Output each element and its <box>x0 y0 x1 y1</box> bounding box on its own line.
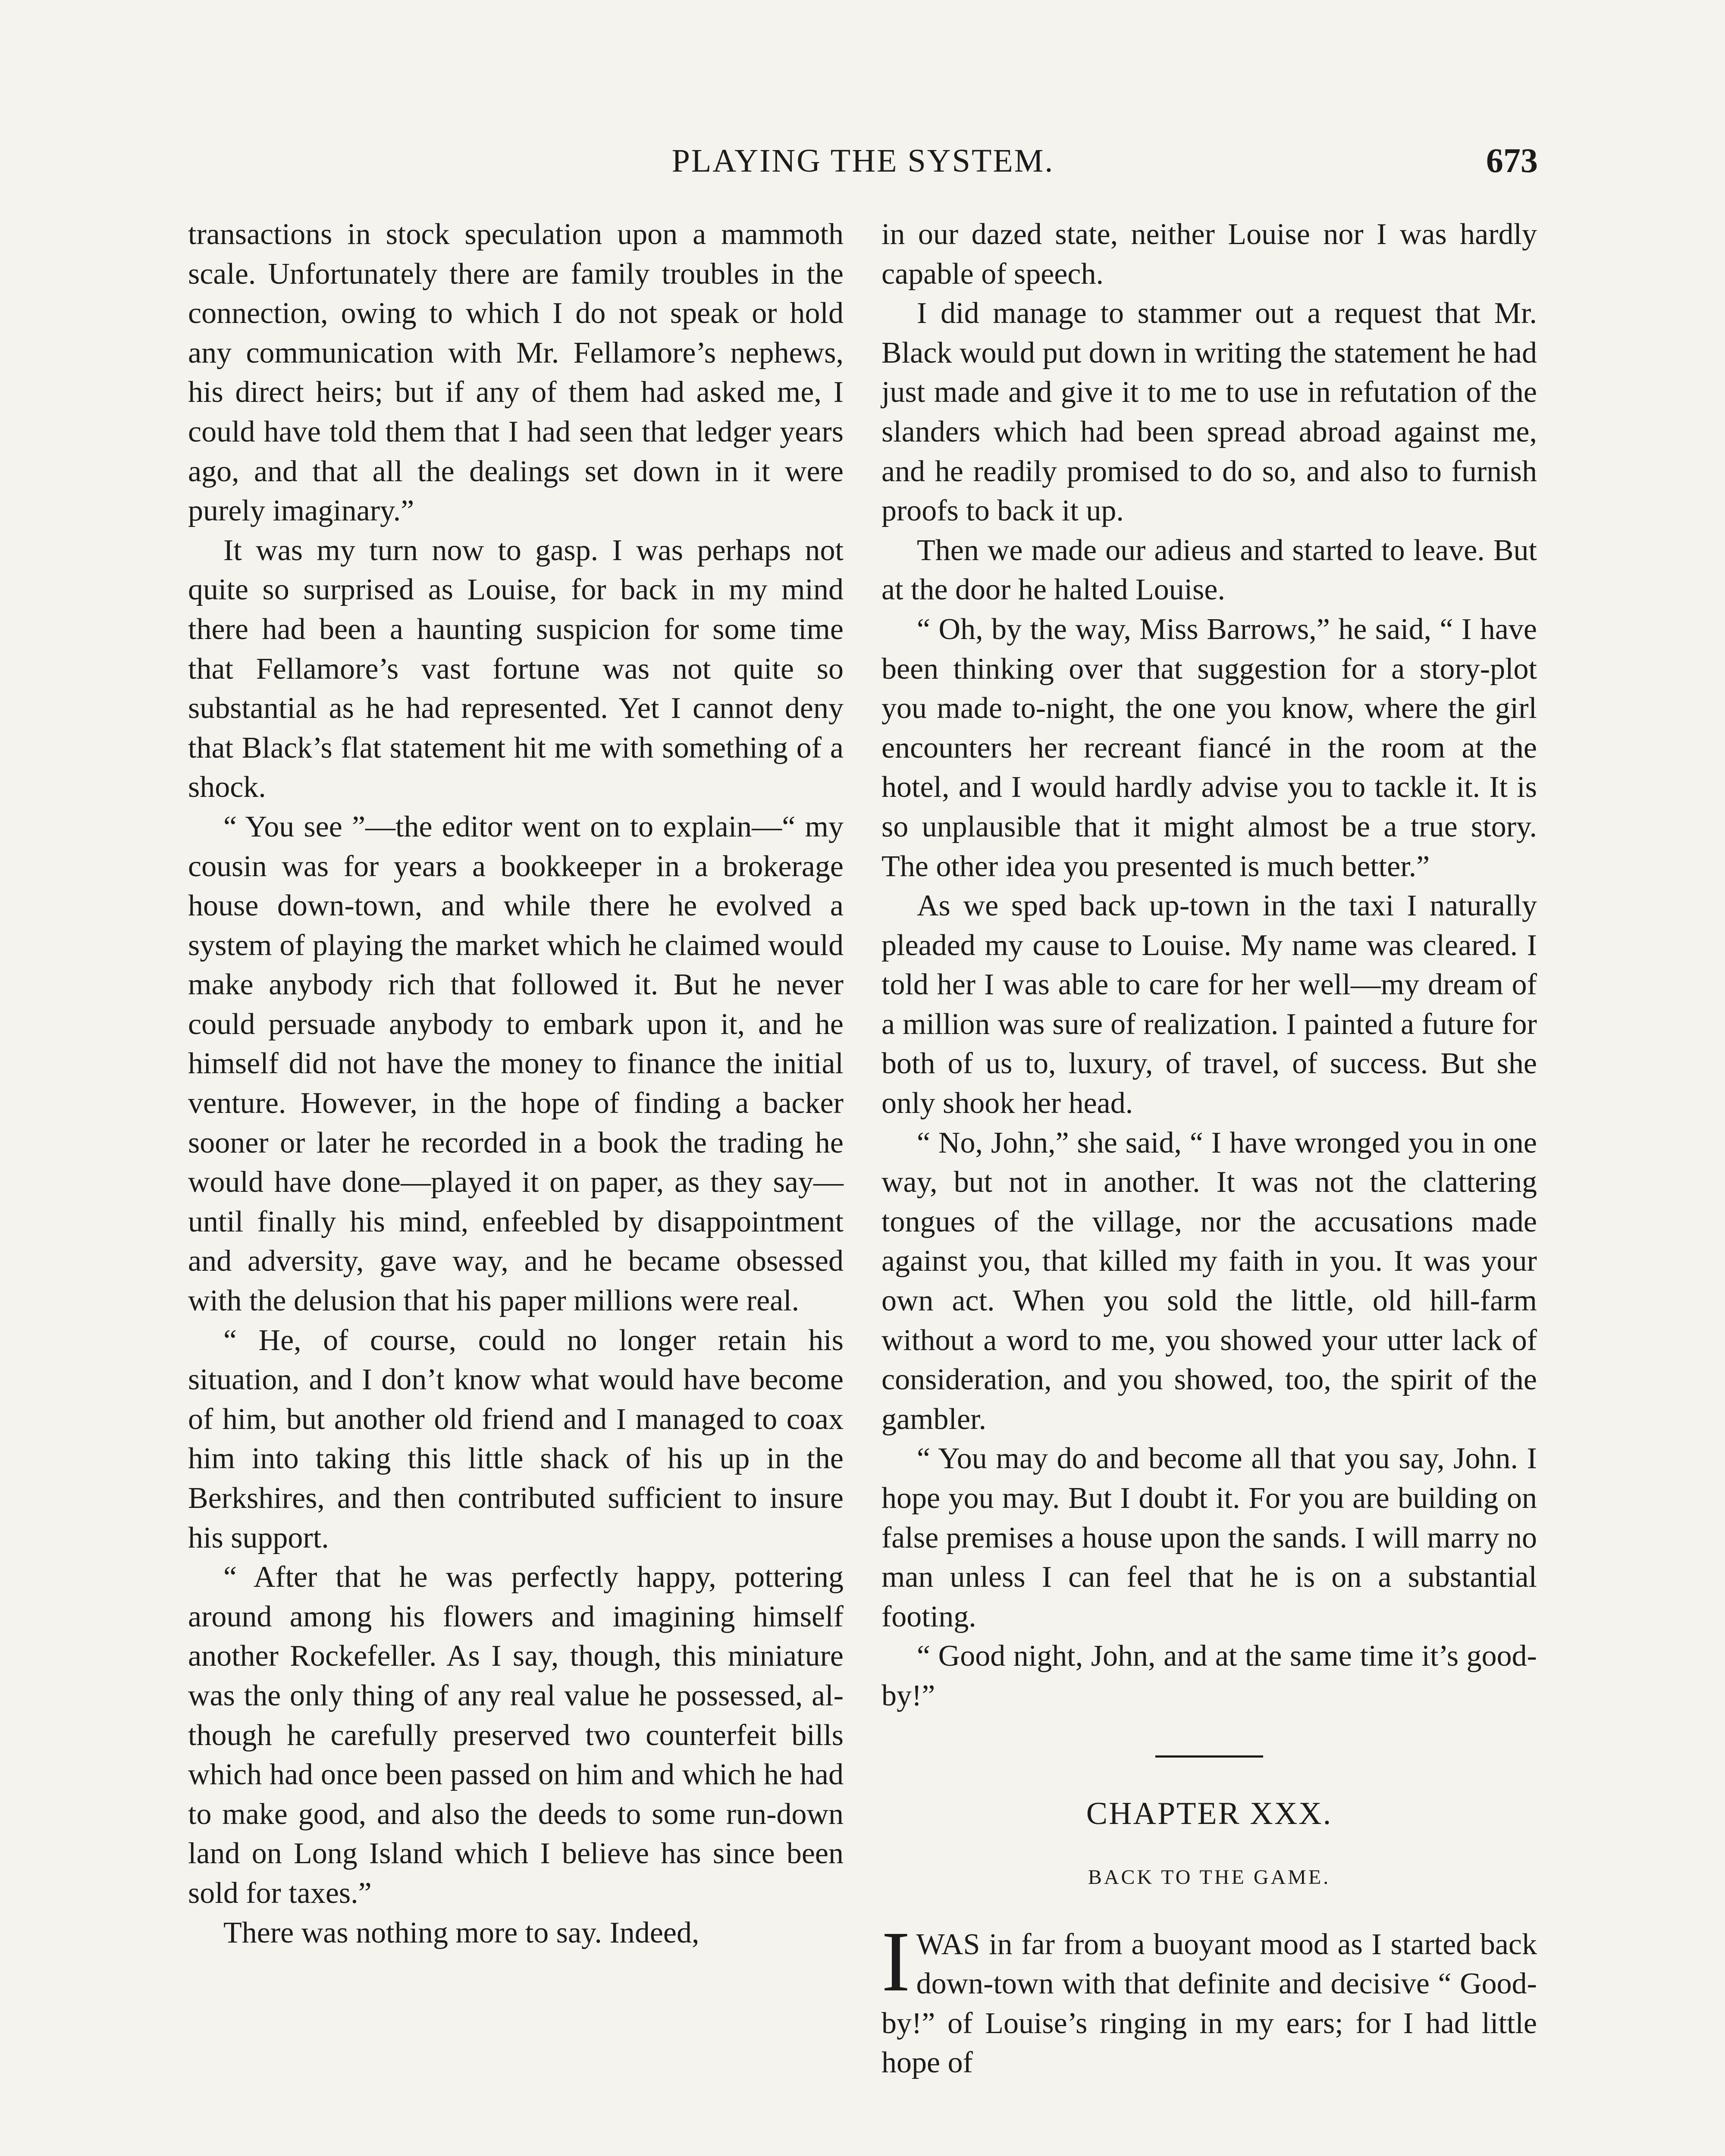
paragraph: “ No, John,” she said, “ I have wronged you in one way, but not in another. It was not the clattering tongues of the village, nor the accusations made against you, that killed my faith in you. It was your own act. When you sold the little, old hill-farm without a word to me, you showed your utter lack of consideration, and you showed, too, the spirit of the gambler. <box>881 1126 1537 1436</box>
paragraph: transactions in stock speculation upon a mammoth scale. Unfortunately there are family troubles in the connection, owing to which I do not speak or hold any communication with Mr. Fellamore’s nephews, his direct heirs; but if any of them had asked me, I could have told them that I had seen that ledger years ago, and that all the dealings set down in it were purely imaginary.” <box>188 218 844 528</box>
paragraph: “ You see ”—the editor went on to explain—“ my cousin was for years a bookkeeper in a brokerage house down-town, and while there he evolved a system of playing the market which he claimed would make anybody rich that followed it. But he never could persuade anybody to embark upon it, and he himself did not have the money to finance the initial venture. However, in the hope of finding a backer sooner or later he recorded in a book the trading he would have done—played it on paper, as they say—until finally his mind, enfeebled by disappointment and adversity, gave way, and he became obsessed with the delusion that his paper millions were real. <box>188 810 844 1318</box>
left-column <box>188 215 844 1952</box>
paragraph: in our dazed state, neither Louise nor I was hardly capable of speech. <box>881 218 1537 291</box>
right-column <box>881 215 1537 2083</box>
drop-cap: I <box>881 1914 910 2009</box>
page-number: 673 <box>1486 142 1538 180</box>
chapter-opening-paragraph <box>881 1914 1537 2083</box>
chapter-title: CHAPTER XXX. <box>1086 1796 1333 1831</box>
chapter-opening-text: WAS in far from a buoyant mood as I started back down-town with that definite and decisive “ Good-by!” of Louise’s ringing in my ears; for I had little hope of <box>881 1927 1537 2080</box>
running-head <box>188 137 1538 185</box>
paragraph: As we sped back up-town in the taxi I naturally pleaded my cause to Louise. My name was cleared. I told her I was able to care for her well—my dream of a million was sure of realization. I painted a future for both of us to, luxury, of travel, of success. But she only shook her head. <box>881 889 1537 1120</box>
paragraph: It was my turn now to gasp. I was perhaps not quite so surprised as Louise, for back in my mind there had been a haunting suspicion for some time that Fellamore’s vast fortune was not quite so substantial as he had represented. Yet I cannot deny that Black’s flat statement hit me with something of a shock. <box>188 533 844 804</box>
paragraph: Then we made our adieus and started to leave. But at the door he halted Louise. <box>881 533 1537 607</box>
paragraph: “ After that he was perfectly happy, pottering around among his flowers and imagining himself another Rockefeller. As I say, though, this miniature was the only thing of any real value he possessed, although he carefully preserved two counterfeit bills which had once been passed on him and which he had to make good, and also the deeds to some run-down land on Long Island which I believe has since been sold for taxes.” <box>188 1561 844 1910</box>
section-divider <box>1155 1755 1263 1758</box>
paragraph: “ You may do and become all that you say, John. I hope you may. But I doubt it. For you are building on false premises a house upon the sands. I will marry no man unless I can feel that he is on a substantial footing. <box>881 1442 1537 1633</box>
chapter-subtitle: BACK TO THE GAME. <box>1088 1865 1331 1889</box>
paragraph: “ Oh, by the way, Miss Barrows,” he said, “ I have been thinking over that suggestion for a story-plot you made to-night, the one you know, where the girl encounters her recreant fiancé in the room at the hotel, and I would hardly advise you to tackle it. It is so unplausible that it might almost be a true story. The other idea you presented is much better.” <box>881 612 1537 883</box>
page-title: PLAYING THE SYSTEM. <box>671 143 1054 179</box>
paragraph: I did manage to stammer out a request that Mr. Black would put down in writing the statement he had just made and give it to me to use in refutation of the slanders which had been spread abroad against me, and he readily promised to do so, and also to furnish proofs to back it up. <box>881 297 1537 528</box>
paragraph: “ Good night, John, and at the same time it’s good-by!” <box>881 1639 1537 1712</box>
paragraph: There was nothing more to say. Indeed, <box>223 1916 699 1949</box>
paragraph: “ He, of course, could no longer retain his situation, and I don’t know what would have become of him, but another old friend and I managed to coax him into taking this little shack of his up in the Berkshires, and then contributed sufficient to insure his support. <box>188 1323 844 1554</box>
